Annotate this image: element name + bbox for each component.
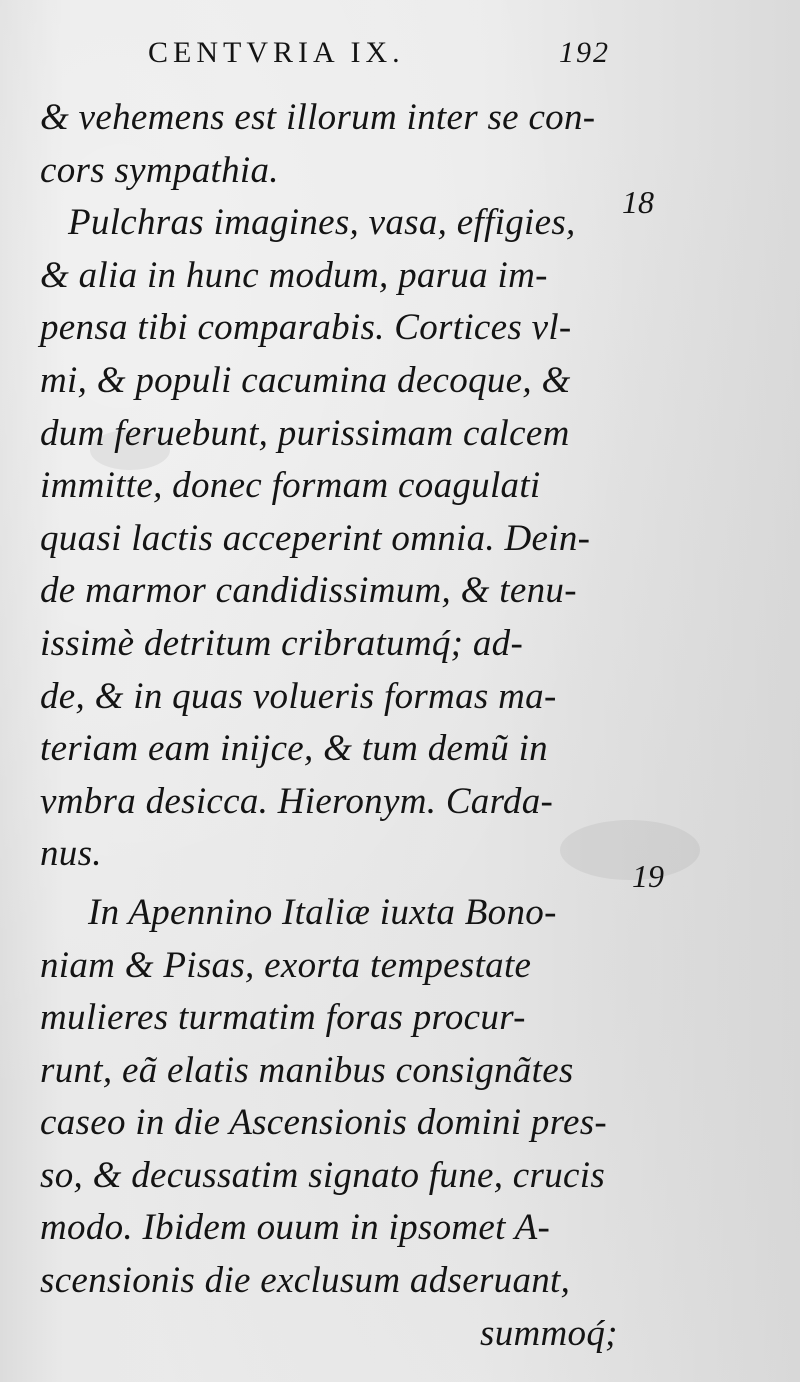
text-line: teriam eam inijce, & tum demũ in [40, 728, 548, 770]
text-line: vmbra desicca. Hieronym. Carda- [40, 780, 554, 822]
text-line: niam & Pisas, exorta tempestate [40, 944, 532, 986]
margin-note-19: 19 [632, 858, 664, 894]
text-line: pensa tibi comparabis. Cortices vl- [40, 307, 572, 349]
text-line: modo. Ibidem ouum in ipsomet A- [40, 1207, 551, 1249]
body-text [40, 92, 640, 1360]
text-line: de marmor candidissimum, & tenu- [40, 570, 577, 612]
catchword: summoq́; [480, 1312, 618, 1354]
text-line: immitte, donec formam coagulati [40, 465, 541, 507]
text-line: & vehemens est illorum inter se con- [40, 97, 596, 138]
text-line: nus. [40, 833, 102, 875]
page-number: 192 [559, 36, 610, 69]
text-line: scensionis die exclusum adseruant, [40, 1260, 571, 1302]
text-line: cors sympathia. [40, 149, 279, 191]
text-line: quasi lactis acceperint omnia. Dein- [40, 517, 591, 559]
text-line: issimè detritum cribratumq́; ad- [40, 622, 524, 664]
margin-note-18: 18 [622, 184, 654, 220]
text-line: caseo in die Ascensionis domini pres- [40, 1102, 608, 1144]
text-line: mi, & populi cacumina decoque, & [40, 359, 571, 401]
text-line: de, & in quas volueris formas ma- [40, 675, 557, 717]
running-title: CENTVRIA IX. [148, 36, 405, 69]
paragraph-first-line: In Apennino Italiæ iuxta Bono- [88, 891, 557, 933]
text-line: & alia in hunc modum, parua im- [40, 254, 548, 296]
page-header [140, 36, 620, 76]
paragraph-first-line: Pulchras imagines, vasa, effigies, [68, 202, 576, 244]
text-line: dum feruebunt, purissimam calcem [40, 412, 570, 454]
text-line: so, & decussatim signato fune, crucis [40, 1154, 606, 1196]
text-line: runt, eã elatis manibus consignãtes [40, 1049, 574, 1091]
text-line: mulieres turmatim foras procur- [40, 997, 526, 1039]
